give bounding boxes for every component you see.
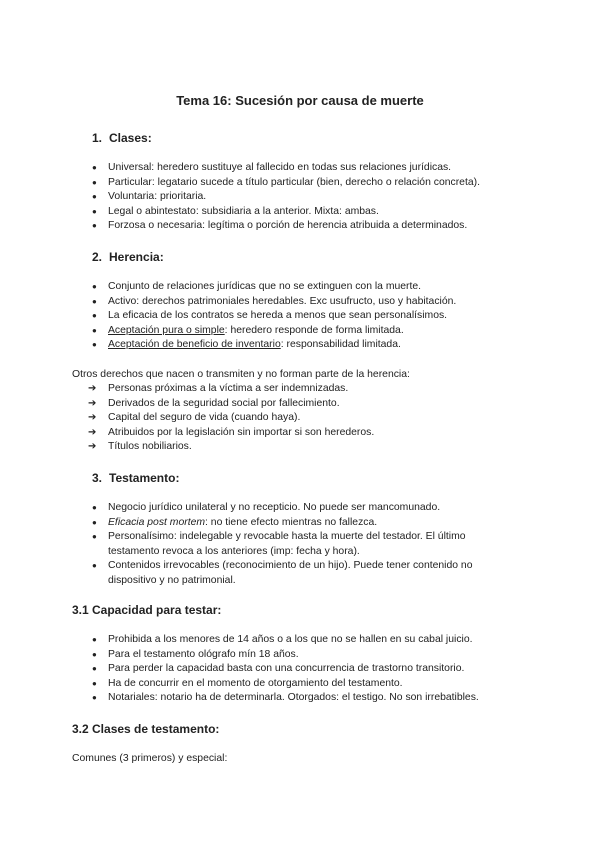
section-2-title: Herencia:: [109, 250, 164, 264]
section-2-list: [92, 280, 532, 353]
list-item: ● Forzosa o necesaria: legítima o porción de herencia atribuida a determinados.: [92, 219, 532, 234]
section-3-2-heading: 3.2 Clases de testamento:: [72, 722, 220, 736]
list-item: ● Ha de concurrir en el momento de otorgamiento del testamento.: [92, 677, 532, 692]
list-item: [92, 324, 532, 339]
item-line: dispositivo y no patrimonial.: [108, 574, 236, 586]
list-item: ➔ Atribuidos por la legislación sin importar si son herederos.: [88, 426, 528, 441]
acceptance-simple-term: Aceptación pura o simple: [108, 324, 225, 336]
list-item: [92, 530, 532, 559]
section-3-number: 3.: [92, 471, 103, 485]
list-item: ● Universal: heredero sustituye al fallecido en todas sus relaciones jurídicas.: [92, 161, 532, 176]
list-item: ● Legal o abintestato: subsidiaria a la anterior. Mixta: ambas.: [92, 205, 532, 220]
other-rights-list: [88, 382, 528, 455]
list-item: ➔ Capital del seguro de vida (cuando haya).: [88, 411, 528, 426]
other-rights-intro: Otros derechos que nacen o transmiten y no forman parte de la herencia:: [72, 369, 410, 380]
section-1-number: 1.: [92, 131, 103, 145]
list-item: ➔ Títulos nobiliarios.: [88, 440, 528, 455]
list-item: ● Prohibida a los menores de 14 años o a los que no se hallen en su cabal juicio.: [92, 633, 532, 648]
item-line: Personalísimo: indelegable y revocable hasta la muerte del testador. El último: [108, 531, 466, 543]
section-3-2-text: Comunes (3 primeros) y especial:: [72, 753, 228, 764]
list-item: ● Voluntaria: prioritaria.: [92, 190, 532, 205]
acceptance-inventory-term: Aceptación de beneficio de inventario: [108, 339, 281, 351]
eficacia-text: : no tiene efecto mientras no fallezca.: [205, 516, 378, 528]
acceptance-inventory-text: : responsabilidad limitada.: [280, 339, 401, 351]
section-1-heading: [92, 130, 152, 146]
section-3-heading: [92, 470, 179, 486]
section-3-title: Testamento:: [109, 471, 180, 485]
list-item: ● Activo: derechos patrimoniales heredables. Exc usufructo, uso y habitación.: [92, 295, 532, 310]
section-1-list: [92, 161, 532, 234]
list-item: ● Conjunto de relaciones jurídicas que no se extinguen con la muerte.: [92, 280, 532, 295]
list-item: ➔ Derivados de la seguridad social por fallecimiento.: [88, 397, 528, 412]
list-item: [92, 516, 532, 531]
list-item: ● Negocio jurídico unilateral y no recepticio. No puede ser mancomunado.: [92, 501, 532, 516]
section-3-list: [92, 501, 532, 589]
section-3-1-list: [92, 633, 532, 706]
item-line: Contenidos irrevocables (reconocimiento de un hijo). Puede tener contenido no: [108, 560, 473, 572]
list-item: ● Notariales: notario ha de determinarla. Otorgados: el testigo. No son irrebatibles.: [92, 691, 532, 706]
section-1-title: Clases:: [109, 131, 152, 145]
section-2-heading: [92, 249, 164, 265]
acceptance-simple-text: : heredero responde de forma limitada.: [224, 324, 404, 336]
document-title: Tema 16: Sucesión por causa de muerte: [176, 93, 424, 108]
section-3-1-heading: 3.1 Capacidad para testar:: [72, 603, 222, 617]
item-line: testamento revoca a los anteriores (imp: fecha y hora).: [108, 545, 360, 557]
list-item: [92, 559, 532, 588]
list-item: ● La eficacia de los contratos se hereda a menos que sean personalísimos.: [92, 309, 532, 324]
list-item: [92, 338, 532, 353]
eficacia-term: Eficacia post mortem: [108, 516, 206, 528]
list-item: ● Para perder la capacidad basta con una concurrencia de trastorno transitorio.: [92, 662, 532, 677]
list-item: ● Particular: legatario sucede a título particular (bien, derecho o relación concreta).: [92, 176, 532, 191]
list-item: ● Para el testamento ológrafo mín 18 años.: [92, 648, 532, 663]
list-item: ➔ Personas próximas a la víctima a ser indemnizadas.: [88, 382, 528, 397]
section-2-number: 2.: [92, 250, 103, 264]
